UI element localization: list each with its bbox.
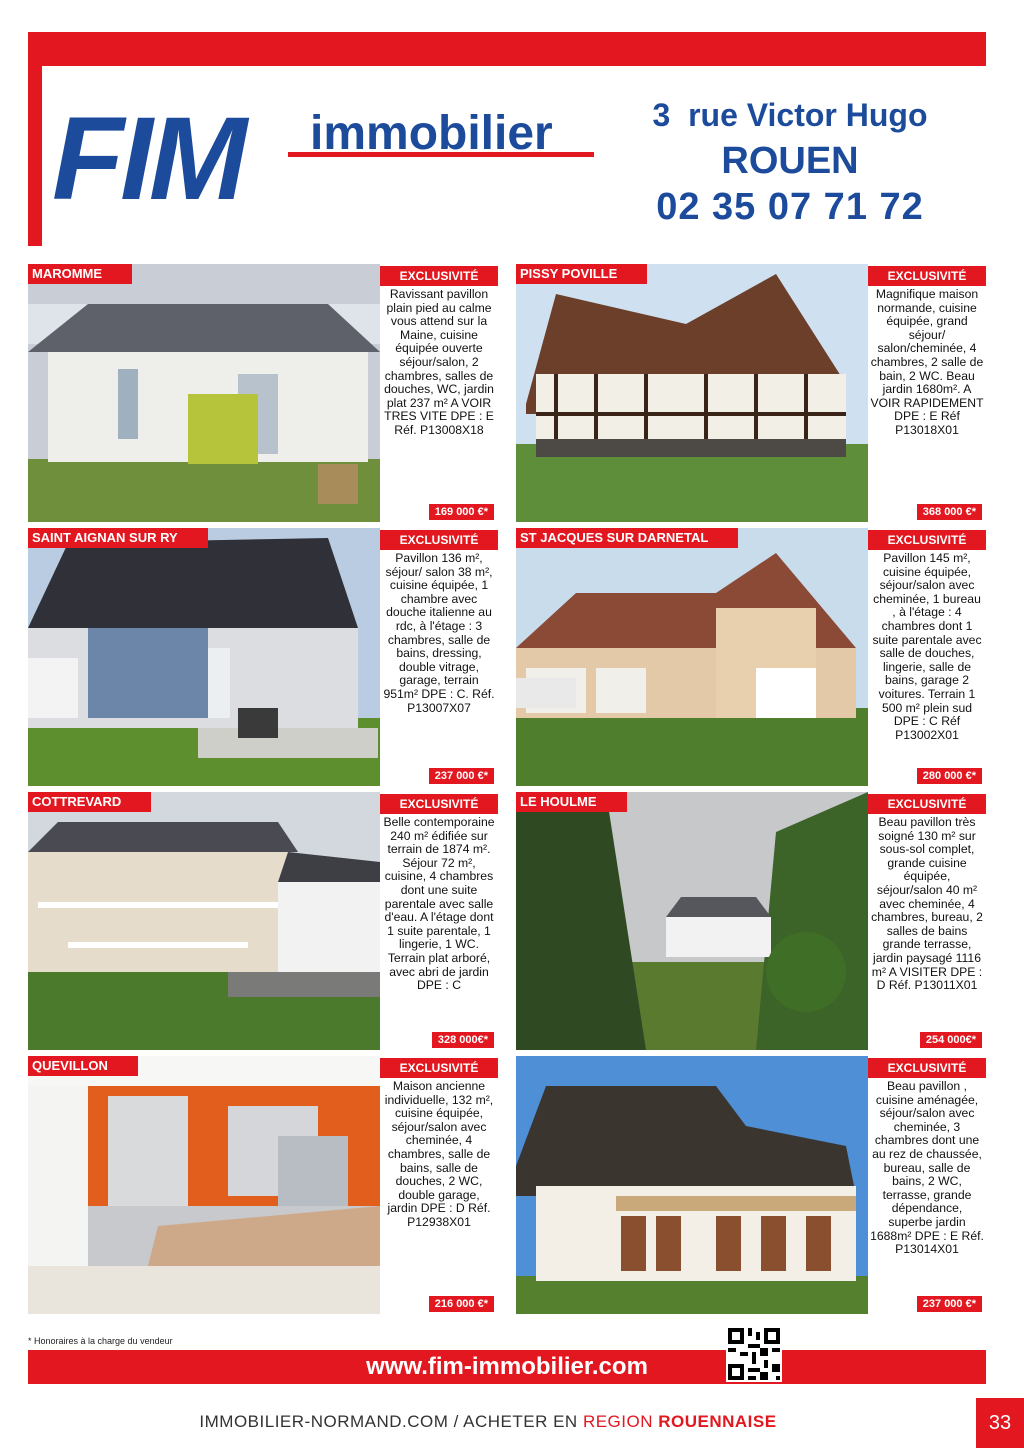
listing-description: Ravissant pavillon plain pied au calme vous attend sur la Maine, cuisine équipée ouverte séjour/salon, 2 chambres, salles de douches, WC, jardin plat 237 m² A VOIR TRES VITE DPE : E Réf. P13008X18: [384, 287, 494, 437]
exclusivite-badge: EXCLUSIVITÉ: [868, 794, 986, 814]
listing-description: Beau pavillon très soigné 130 m² sur sous-sol complet, grande cuisine équipée, séjour/salon 40 m² avec cheminée, 4 chambres, bureau, 2 salles de bains grande terrasse, jardin paysagé 1116 m² A VISITER DPE : D Réf. P13011X01: [871, 815, 983, 993]
listing-card[interactable]: [516, 792, 986, 1050]
property-photo: [516, 264, 868, 522]
qr-code-icon[interactable]: [726, 1326, 782, 1382]
tagline-rouennaise: ROUENNAISE: [653, 1412, 777, 1431]
exclusivite-badge: EXCLUSIVITÉ: [380, 794, 498, 814]
listing-city-label: QUEVILLON: [28, 1056, 138, 1076]
website-link[interactable]: www.fim-immobilier.com: [366, 1353, 648, 1380]
listing-card[interactable]: [28, 792, 498, 1050]
listing-description: Beau pavillon , cuisine aménagée, séjour/salon avec cheminée, 3 chambres dont une au rez de chaussée, bureau, salle de bains, 2 WC, terrasse, grande dépendance, superbe jardin 1688m² DPE : E Réf. P13014X01: [870, 1079, 984, 1257]
listing-details: [380, 528, 498, 786]
tagline-region: REGION: [582, 1412, 653, 1431]
exclusivite-badge: EXCLUSIVITÉ: [868, 266, 986, 286]
listing-details: [868, 792, 986, 1050]
exclusivite-badge: EXCLUSIVITÉ: [380, 530, 498, 550]
property-photo: [516, 1056, 868, 1314]
listing-card[interactable]: [28, 528, 498, 786]
listing-price: 368 000 €*: [917, 504, 982, 520]
logo-fim-text: FIM: [52, 93, 244, 225]
listing-city-label: LE HOULME: [516, 792, 627, 812]
listing-description: Magnifique maison normande, cuisine équipée, grand séjour/ salon/cheminée, 4 chambres, 2 salle de bain, 2 WC. Beau jardin 1680m². A VOIR RAPIDEMENT DPE : E Réf P13018X01: [870, 287, 984, 437]
exclusivite-badge: EXCLUSIVITÉ: [380, 1058, 498, 1078]
property-photo: [28, 528, 380, 786]
listing-city-label: ST JACQUES SUR DARNETAL: [516, 528, 738, 548]
exclusivite-badge: EXCLUSIVITÉ: [868, 530, 986, 550]
listing-city-label: COTTREVARD: [28, 792, 151, 812]
property-photo: [516, 792, 868, 1050]
listing-price: 328 000€*: [432, 1032, 494, 1048]
exclusivite-badge: EXCLUSIVITÉ: [868, 1058, 986, 1078]
exclusivite-badge: EXCLUSIVITÉ: [380, 266, 498, 286]
listing-details: [868, 528, 986, 786]
header-red-bar: [28, 32, 986, 66]
property-photo: [28, 1056, 380, 1314]
agency-phone[interactable]: 02 35 07 71 72: [656, 186, 924, 228]
listing-price: 216 000 €*: [429, 1296, 494, 1312]
listing-card[interactable]: [28, 264, 498, 522]
fim-logo: [52, 93, 612, 225]
listing-details: [380, 264, 498, 522]
listing-city-label: MAROMME: [28, 264, 132, 284]
address-city: ROUEN: [721, 140, 859, 182]
listing-card[interactable]: [516, 264, 986, 522]
header-red-side-bar: [28, 32, 42, 246]
listing-price: 280 000 €*: [917, 768, 982, 784]
listing-description: Maison ancienne individuelle, 132 m², cuisine équipée, séjour/salon avec cheminée, 4 chambres, salle de bains, salle de douches, 2 WC, double garage, jardin DPE : D Réf. P12938X01: [384, 1079, 494, 1229]
listing-price: 237 000 €*: [429, 768, 494, 784]
page-number: 33: [976, 1398, 1024, 1448]
listing-city-label: SAINT AIGNAN SUR RY: [28, 528, 208, 548]
listing-details: [380, 792, 498, 1050]
address-street: 3 rue Victor Hugo: [652, 97, 928, 133]
listing-card[interactable]: [28, 1056, 498, 1314]
listing-price: 237 000 €*: [917, 1296, 982, 1312]
listing-price: 169 000 €*: [429, 504, 494, 520]
listing-city-label: PISSY POVILLE: [516, 264, 647, 284]
property-photo: [28, 264, 380, 522]
listing-description: Pavillon 136 m², séjour/ salon 38 m², cuisine équipée, 1 chambre avec douche italienne au rdc, à l'étage : 3 chambres, salle de bains, dressing, double vitrage, garage, terrain 951m² DPE : C. Réf. P13007X07: [383, 551, 495, 715]
property-photo: [516, 528, 868, 786]
listing-details: [868, 264, 986, 522]
listing-card[interactable]: [516, 528, 986, 786]
fees-footnote: * Honoraires à la charge du vendeur: [28, 1336, 173, 1346]
listing-details: [380, 1056, 498, 1314]
listing-card[interactable]: [516, 1056, 986, 1314]
listing-description: Belle contemporaine 240 m² édifiée sur terrain de 1874 m². Séjour 72 m², cuisine, 4 chambres dont une suite parentale avec salle d'eau. A l'étage dont 1 suite parentale, 1 lingerie, 1 WC. Terrain plat arboré, avec abri de jardin DPE : C: [383, 815, 495, 993]
listing-price: 254 000€*: [920, 1032, 982, 1048]
listing-details: [868, 1056, 986, 1314]
agency-address: [600, 92, 980, 230]
listing-description: Pavillon 145 m², cuisine équipée, séjour/salon avec cheminée, 1 bureau , à l'étage : 4 chambres dont 1 suite parentale avec salle de douches, lingerie, salle de bains, garage 2 voitures. Terrain 1 500 m² plein sud DPE : C Réf P13002X01: [872, 551, 982, 742]
logo-immobilier-text: immobilier: [310, 107, 553, 160]
publication-tagline: [0, 1412, 976, 1432]
property-photo: [28, 792, 380, 1050]
website-bar: [28, 1350, 986, 1384]
tagline-part-1: IMMOBILIER-NORMAND.COM / ACHETER EN: [199, 1412, 583, 1431]
